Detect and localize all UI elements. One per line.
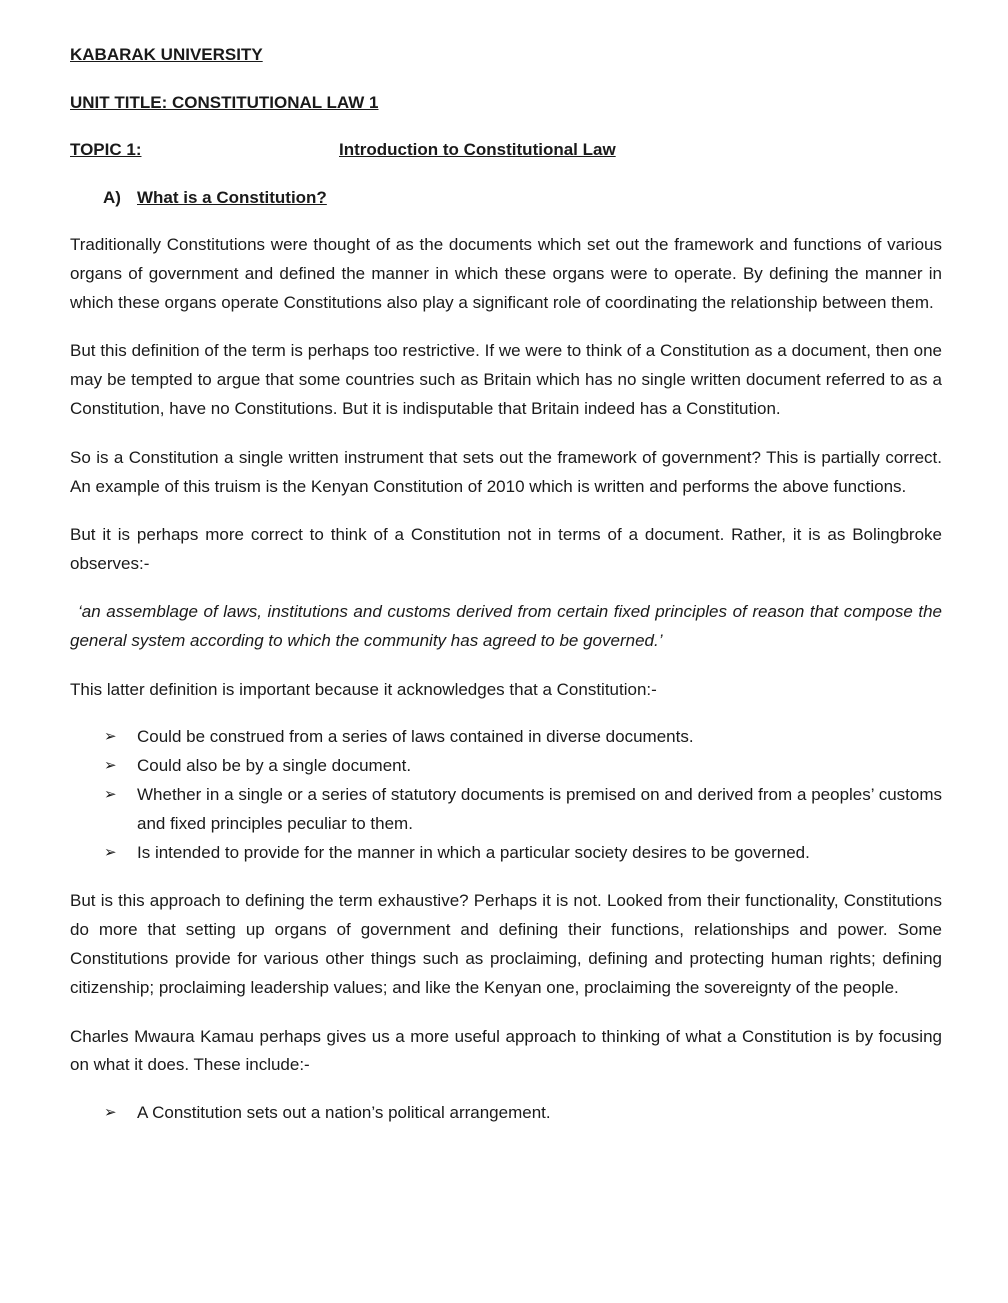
section-a-heading <box>103 185 942 211</box>
list-item <box>104 722 942 751</box>
list-item-text: Could be construed from a series of laws contained in diverse documents. <box>137 727 694 747</box>
university-heading: KABARAK UNIVERSITY <box>70 45 263 64</box>
section-a-letter: A) <box>103 188 121 207</box>
section-a-title: What is a Constitution? <box>137 188 327 207</box>
paragraph-kamau: Charles Mwaura Kamau perhaps gives us a more useful approach to thinking of what a Constitution is by focusing on what it does. These include:- <box>70 1026 942 1075</box>
arrow-bullet-icon: ➢ <box>104 1104 117 1122</box>
acknowledges-list <box>70 722 942 867</box>
bolingbroke-quote: ‘an assemblage of laws, institutions and customs derived from certain fixed principles of reason that compose the general system according to which the community has agreed to be governed.’ <box>70 601 942 650</box>
list-item <box>104 1098 942 1127</box>
list-item-text: Whether in a single or a series of statutory documents is premised on and derived from a peoples’ customs and fixed principles peculiar to them. <box>137 785 942 834</box>
list-item-text: Is intended to provide for the manner in which a particular society desires to be governed. <box>137 843 810 863</box>
list-item <box>104 838 942 867</box>
list-item-text: Could also be by a single document. <box>137 756 412 776</box>
paragraph-latter-definition: This latter definition is important because it acknowledges that a Constitution:- <box>70 679 657 699</box>
list-item-text: A Constitution sets out a nation’s political arrangement. <box>137 1103 551 1123</box>
paragraph-single-instrument: So is a Constitution a single written instrument that sets out the framework of government? This is partially correct. An example of this truism is the Kenyan Constitution of 2010 which is written and performs the above functions. <box>70 447 942 496</box>
paragraph-bolingbroke-intro: But it is perhaps more correct to think of a Constitution not in terms of a document. Rather, it is as Bolingbroke observes:- <box>70 525 942 574</box>
topic-heading <box>70 137 942 163</box>
unit-title-heading: UNIT TITLE: CONSTITUTIONAL LAW 1 <box>70 93 379 112</box>
document-page <box>70 42 942 1127</box>
list-item <box>104 780 942 838</box>
list-item <box>104 751 942 780</box>
paragraph-restrictive-definition: But this definition of the term is perhaps too restrictive. If we were to think of a Constitution as a document, then one may be tempted to argue that some countries such as Britain which has no single written document referred to as a Constitution, have no Constitutions. But it is indisputable that Britain indeed has a Constitution. <box>70 341 942 418</box>
constitution-functions-list <box>70 1098 942 1127</box>
arrow-bullet-icon: ➢ <box>104 844 117 862</box>
paragraph-traditional-definition: Traditionally Constitutions were thought of as the documents which set out the framework and functions of various organs of government and defined the manner in which these organs were to operate. By defining the manner in which these organs operate Constitutions also play a significant role of coordinating the relationship between them. <box>70 235 942 312</box>
paragraph-exhaustive: But is this approach to defining the term exhaustive? Perhaps it is not. Looked from their functionality, Constitutions do more that setting up organs of government and defining their functions, relationships and power. Some Constitutions provide for various other things such as proclaiming, defining and protecting human rights; defining citizenship; proclaiming leadership values; and like the Kenyan one, proclaiming the sovereignty of the people. <box>70 891 942 997</box>
arrow-bullet-icon: ➢ <box>104 728 117 746</box>
topic-label: TOPIC 1: <box>70 140 142 159</box>
topic-title: Introduction to Constitutional Law <box>339 140 616 159</box>
arrow-bullet-icon: ➢ <box>104 786 117 804</box>
arrow-bullet-icon: ➢ <box>104 757 117 775</box>
